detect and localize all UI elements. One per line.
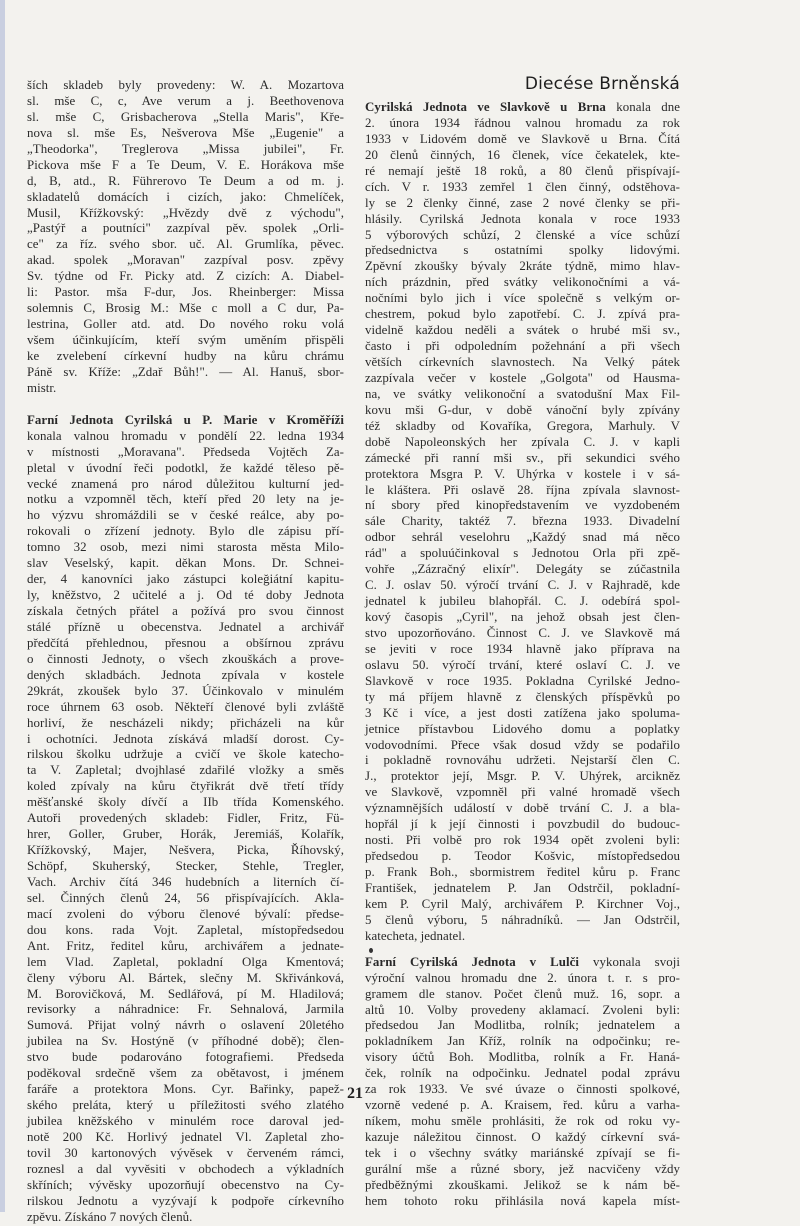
text-line: li: Pastor. mša F-dur, Jos. Rheinberger: Missa: [27, 285, 344, 300]
text-line: za rok 1933. Ve své úvaze o činnosti spolkové,: [365, 1082, 680, 1097]
text-line: stvo upozorňováno. Činnost C. J. ve Slavkově má: [365, 625, 680, 640]
text-line: katecheta, jednatel.: [365, 928, 466, 943]
text-line: hrer, Goller, Gruber, Horák, Jeremiáš, Kolařík,: [27, 827, 344, 842]
text-line: solemnis C, Brosig M.: Mše c moll a C dur, Pa-: [27, 301, 344, 316]
text-line: ského preláta, který u příležitosti svého zlatého: [27, 1098, 344, 1113]
text-line: František, jednatelem P. Jan Odstrčil, pokladní-: [365, 880, 680, 895]
text-line: o činnosti Jednoty, o všech zkouškách a prove-: [27, 651, 344, 666]
text-line: měšťanské školy dívčí a IIb třída Komenského.: [27, 795, 344, 810]
text-line: předsedou Jan Modlitba, rolník; jednatelem a: [365, 1018, 680, 1033]
text-line: tek i o všechny svátky mariánské zpívají se fi-: [365, 1145, 680, 1160]
text-line: ček, rolník na odpočinku. Jednatel podal zprávu: [365, 1066, 680, 1081]
text-line: „Pastýř a poutníci" zazpíval pěv. spolek „Orli-: [27, 221, 344, 236]
text-line: d, B, atd., R. Führerovo Te Deum a od m. j.: [27, 173, 344, 188]
text-line: nosti. Při volbě pro rok 1934 opět zvoleni byli:: [365, 833, 680, 848]
text-line: jetnice přístavbou Lidového domu a poplatky: [365, 721, 680, 736]
text-line: dou kons. rada Vojt. Zapletal, místopředsedou: [27, 922, 344, 937]
text-line: C. J. oslav 50. výročí trvání C. J. v Rajhradě, kde: [365, 578, 680, 593]
text-line: tomno 32 osob, mezi nimi starosta města Milo-: [27, 540, 344, 555]
left-column: [27, 78, 344, 1226]
text-line: revisorky a náhradnice: Fr. Sehnalová, Jarmila: [27, 1002, 344, 1017]
text-line: „Theodorka", Treglerova „Missa jubilei", Fr.: [27, 141, 344, 156]
lulc-body: [365, 971, 680, 1210]
text-line: lem Vlad. Zapletal, pokladní Olga Kmentová;: [27, 954, 344, 969]
text-line: koled zpívaly na kůru čtyřikrát dvě třetí třídy: [27, 779, 344, 794]
text-line: kazuje náležitou činnost. O každý církevní svá-: [365, 1130, 680, 1144]
text-line: odbor sehrál veselohru „Každý snad má něco: [365, 530, 680, 545]
text-line: Zpěvní zkoušky bývaly 2kráte týdně, mimo hlav-: [365, 259, 680, 274]
text-line: cích. V r. 1933 zemřel 1 člen činný, odstěhova-: [365, 179, 680, 194]
continuation-paragraph: [27, 78, 344, 397]
text-line: visory účtů Boh. Modlitba, rolník a Fr. Haná-: [365, 1050, 680, 1065]
text-line: 3 Kč i více, a jest dosti zatížena jako spoluma-: [365, 705, 680, 720]
text-line: jednatel k jubileu blahopřál. C. J. odebírá spol-: [365, 594, 680, 609]
text-line: v místnosti „Moravana". Předseda Vojtěch Za-: [27, 444, 344, 459]
text-line: gurální mše a různé sbory, jež nacvičeny vždy: [365, 1161, 680, 1176]
text-line: 1933 v Lidovém domě ve Slavkově u Brna. Čítá: [365, 131, 680, 146]
kromeriz-body: [27, 429, 344, 1226]
text-line: 20 členů činných, 16 členek, více čekatelek, kte-: [365, 147, 680, 162]
text-line: J., protektor její, Msgr. P. V. Uhýrek, arcikněz: [365, 769, 680, 784]
slavkov-body: [365, 116, 680, 945]
text-line: M. Borovičková, M. Sedlářová, pí M. Hladilová;: [27, 986, 344, 1001]
text-line: tovil 30 kartonových vývěsek v červeném rámci,: [27, 1145, 344, 1160]
text-line: ní sbory před kinopředstavením ve vyzdobeném: [365, 498, 680, 513]
text-line: sl. mše C, Grisbacherova „Stella Maris", Kře-: [27, 109, 344, 124]
text-line: pletal v úvodní řeči podotkl, že každé těleso pě-: [27, 460, 344, 475]
text-line: 5 výborových schůzí, 2 členské a více schůzí: [365, 227, 680, 242]
lulc-paragraph: [365, 955, 680, 1210]
text-line: Pickova mše F a Te Deum, V. E. Horákova mše: [27, 157, 344, 172]
text-line: době Napoleonských her zpívala C. J. v kapli: [365, 434, 680, 449]
text-line: faráře a protektora Mons. Cyr. Bařinky, papež-: [27, 1082, 344, 1097]
text-line: i ochotníci. Jednota získává mladší dorost. Cy-: [27, 731, 344, 746]
text-line: též skladby od Kovaříka, Gregora, Marhuly. V: [365, 418, 680, 433]
text-line: ve Slavkově, vzpomněl při valné hromadě všech: [365, 785, 680, 800]
text-line: kový časopis „Cyril", na jehož obsah jest člen-: [365, 610, 680, 624]
text-line: významnějších událostí v době trvání C. J. a bla-: [365, 801, 680, 816]
text-line: rilskou školku udržuje a cvičí ve škole katecho-: [27, 747, 344, 762]
kromeriz-title: Farní Jednota Cyrilská u P. Marie v Kroměříži: [27, 412, 344, 427]
text-line: konala valnou hromadu v pondělí 22. ledna 1934: [27, 428, 344, 443]
text-line: Páně sv. Kříže: „Zdař Bůh!". — Al. Hanuš, sbor-: [27, 364, 344, 379]
text-line: ho výzvu shromáždili se v české reálce, aby po-: [27, 508, 344, 523]
text-line: ce" za říz. svého sbor. uč. Al. Grumlíka, pěvec.: [27, 237, 344, 252]
text-line: pokladníkem Jan Kříž, rolník na odpočinku; re-: [365, 1034, 680, 1049]
text-line: vecké znamená pro národ důležitou kulturní jed-: [27, 476, 344, 491]
text-line: vzorně vedené p. A. Kraisem, řed. kůru a varha-: [365, 1098, 680, 1113]
text-line: roce úhrnem 63 osob. Někteří členové byli zvláště: [27, 699, 344, 714]
text-line: Vach. Archiv čítá 346 hudebních a literních čí-: [27, 874, 344, 889]
text-line: chestrem, pokud bylo zapotřebí. C. J. zpívá pra-: [365, 307, 680, 322]
text-line: lestrina, Goller atd. atd. Do nového roku volá: [27, 317, 344, 332]
text-line: horliví, že nescházeli nikdy; přicházeli na kůr: [27, 715, 344, 730]
text-line: často i při odpoledním požehnání a při všech: [365, 339, 680, 354]
text-line: hopřál jí k její činnosti i povzbudil do budouc-: [365, 817, 680, 832]
text-line: předsednictva s ostatními spolky lidovými.: [365, 243, 680, 258]
text-line: i pokladně rovnováhu udržeti. Nejstarší člen C.: [365, 753, 680, 768]
text-line: poděkoval srdečně všem za obětavost, i jménem: [27, 1066, 344, 1081]
text-line: ta V. Zapletal; dvojhlasé zdařilé vložky a směs: [27, 763, 344, 778]
text-line: hlásily. Cyrilská Jednota konala v roce 1933: [365, 211, 680, 226]
text-line: Sumová. Přijat volný návrh o oslavení 20letého: [27, 1018, 344, 1033]
bullet-separator: [365, 945, 680, 955]
text-line: nočními bylo jich i více společně s velkým or-: [365, 291, 680, 306]
text-line: kovu mši G-dur, v době vánoční byly zpívány: [365, 402, 680, 417]
text-line: hem tohoto roku přihlásila nová kapela míst-: [365, 1193, 680, 1208]
text-line: rád" a spoluúčinkoval s Jednotou Orla při zpě-: [365, 546, 680, 561]
page-edge: [0, 0, 5, 1212]
text-line: předběžnými zkouškami. Jelikož se k nám bě-: [365, 1177, 680, 1192]
text-line: mací zvoleni do výboru členové bývalí: předse-: [27, 906, 344, 921]
text-line: Křížkovský, Majer, Nešvera, Picka, Říhovský,: [27, 843, 344, 858]
text-line: sel. Činných členů 24, 56 přispívajících. Akla-: [27, 890, 344, 905]
text-line: se jeviti v roce 1934 hlavně jako příprava na: [365, 641, 680, 656]
text-line: ty má příjem hlavně z členských příspěvků po: [365, 689, 680, 704]
text-line: ly, kněžstvo, 2 učitelé a j. Od té doby Jednota: [27, 588, 344, 603]
text-line: der, 4 kanovníci jako zástupci koleğiátní kapitu-: [27, 572, 344, 587]
text-line: kem P. Cyril Malý, archivářem P. Kirchner Voj.,: [365, 896, 680, 911]
text-line: Musil, Křížkovský: „Hvězdy dvě z východu",: [27, 205, 344, 220]
text-line: ke zvelebení církevní hudby na kůru chrámu: [27, 348, 344, 363]
text-line: 29krát, zkoušek bylo 37. Účinkovalo v minulém: [27, 683, 344, 698]
section-heading: Diecése Brněnská: [524, 74, 680, 94]
text-line: sl. mše C, c, Ave verum a j. Beethovenova: [27, 93, 344, 108]
text-line: ních prázdnin, před svátky velikonočními a vá-: [365, 275, 680, 290]
text-line: protektora Msgra P. V. Uhýrka v kostele i v sá-: [365, 466, 680, 481]
text-line: předsedou p. Teodor Košvic, místopředsedou: [365, 849, 680, 864]
text-line: ly se 2 členky činné, zase 2 nové členky se při-: [365, 195, 680, 210]
text-line: ších skladeb byly provedeny: W. A. Mozartova: [27, 78, 344, 92]
text-line: jubilea na Sv. Hostýně (v příhodné době); člen-: [27, 1034, 344, 1049]
text-line: altů 10. Volby provedeny aklamací. Zvoleni byli:: [365, 1002, 680, 1017]
text-line: zámecké při ranní mši sv., při sekundici svého: [365, 450, 680, 465]
lulc-title: Farní Cyrilská Jednota v Lulči: [365, 954, 580, 969]
text-line: větších církevních slavnostech. Na Velký pátek: [365, 355, 680, 369]
text-line: zazpívala večer v kostele „Golgota" od Hausma-: [365, 370, 680, 385]
slavkov-title: Cyrilská Jednota ve Slavkově u Brna: [365, 100, 606, 114]
text-line: stvo bude podarováno fotografiemi. Předseda: [27, 1050, 344, 1065]
lulc-first-rest: vykonala svoji: [593, 954, 680, 969]
text-line: všem účinkujícím, kteří svým uměním přispěli: [27, 333, 344, 347]
text-line: na, ve svátky velikonoční a svatodušní Max Fil-: [365, 386, 680, 401]
text-line: vohře „Zázračný elixír". Delegáty se zúčastnila: [365, 562, 680, 577]
text-line: oslavu 50. výročí trvání, které oslaví C. J. ve: [365, 657, 680, 672]
text-line: 2. února 1934 řádnou valnou hromadu za rok: [365, 115, 680, 130]
text-line: notě 200 Kč. Horlivý jednatel Vl. Zapletal zho-: [27, 1129, 344, 1144]
text-line: roznesl a dal vyvěsiti v obchodech a výkladních: [27, 1161, 344, 1176]
right-column: [365, 100, 680, 1210]
text-line: akad. spolek „Moravan" zazpíval posv. zpěvy: [27, 253, 344, 268]
text-line: výroční valnou hromadu dne 2. února t. r. s pro-: [365, 970, 680, 985]
text-line: jubilea kněžského v minulém roce daroval jed-: [27, 1114, 344, 1128]
text-line: nova sl. mše Es, Nešverova Mše „Eugenie" a: [27, 125, 344, 140]
text-line: p. Frank Boh., sbormistrem ředitel kůru p. Franc: [365, 865, 680, 879]
text-line: dených skladbách. Jednota zpívala v kostele: [27, 667, 344, 682]
text-line: Sv. týdne od Fr. Picky atd. Z cizích: A. Diabel-: [27, 269, 344, 284]
text-line: stálé přízně u obecenstva. Jednatel a archivář: [27, 619, 344, 634]
text-line: sále Charity, taktéž 7. března 1933. Divadelní: [365, 514, 680, 529]
text-line: Ant. Fritz, ředitel kůru, archivářem a jednate-: [27, 938, 344, 953]
text-line: rilskou Jednotu a vyzývají k podpoře církevního: [27, 1193, 344, 1208]
text-line: videlně každou neděli a svátek o hrubé mši sv.,: [365, 323, 680, 338]
text-line: předčítá přehlednou, přesnou a obšírnou zprávu: [27, 635, 344, 650]
text-line: získala četných přátel a požívá pro svou činnost: [27, 604, 344, 618]
text-line: notku a vzpomněl těch, kteří před 20 lety na je-: [27, 492, 344, 507]
text-line: vodovodními. Přece však dosud vždy se podařilo: [365, 737, 680, 752]
text-line: rokovali o zřízení jednoty. Bylo dle zápisu pří-: [27, 524, 344, 539]
lulc-first-line: [365, 955, 680, 971]
text-line: ré nemají ještě 18 roků, a 80 členů přispívají-: [365, 163, 680, 178]
text-line: Slavkově v roce 1935. Pokladna Cyrilské Jedno-: [365, 673, 680, 688]
text-line: zpěvu. Získáno 7 nových členů.: [27, 1209, 193, 1224]
text-line: členy výboru Al. Bártek, slečny M. Skřivánková,: [27, 970, 344, 985]
text-line: Schöpf, Skuherský, Stecker, Stehle, Tregler,: [27, 859, 344, 873]
text-line: le kláštera. Při oslavě 28. října zpívala slavnost-: [365, 482, 680, 497]
slavkov-first-rest: konala dne: [616, 100, 681, 114]
text-line: gramem dle stanov. Počet členů muž. 16, sopr. a: [365, 986, 680, 1001]
text-line: skladatelů domácích i cizích, jako: Chmelíček,: [27, 189, 344, 204]
slavkov-first-line: [365, 100, 680, 116]
kromeriz-paragraph: [27, 413, 344, 1226]
text-line: 5 členů výboru, 5 náhradníků. — Jan Odstrčil,: [365, 912, 680, 927]
text-line: mistr.: [27, 380, 57, 395]
text-line: slav Veselský, kapit. děkan Mons. Dr. Schnei-: [27, 556, 344, 571]
text-line: skříních; vývěsky upozorňují obecenstvo na Cy-: [27, 1177, 344, 1192]
text-line: Autoři provedených skladeb: Fidler, Fritz, Fü-: [27, 811, 344, 826]
slavkov-paragraph: [365, 100, 680, 945]
text-line: níkem, mohu směle prohlásiti, že rok od roku vy-: [365, 1114, 680, 1129]
paragraph-gap: [27, 397, 344, 413]
page-number: 21: [347, 1085, 363, 1102]
